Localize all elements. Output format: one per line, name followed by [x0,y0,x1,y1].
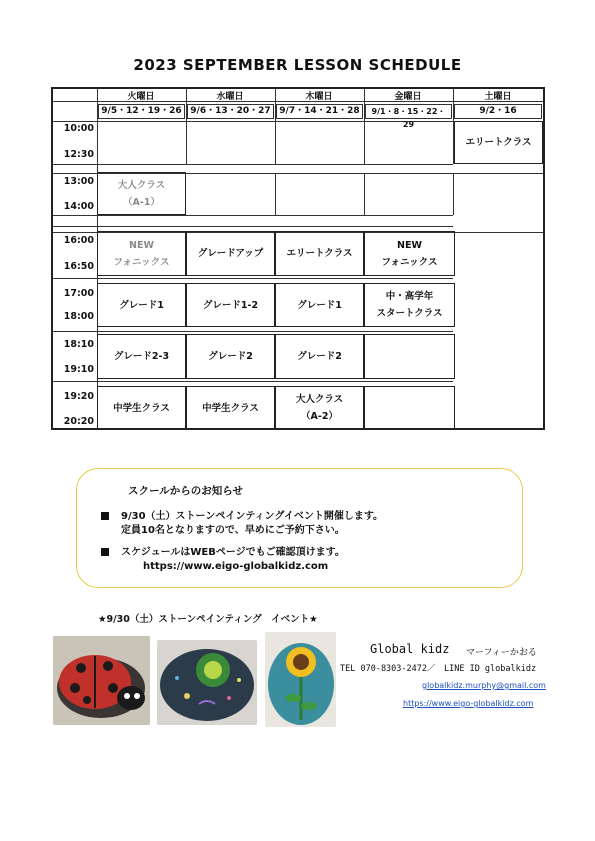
dates-wednesday: 9/6・13・20・27 [187,104,274,119]
class-grade2-thursday: グレード2 [275,334,364,379]
school-name: Global kidz [370,642,450,656]
day-tuesday: 火曜日 [127,92,155,102]
time-start: 19:20 [63,391,94,402]
time-start: 18:10 [63,339,94,350]
day-friday: 金曜日 [394,92,422,102]
website-link[interactable]: https://www.eigo-globalkidz.com [403,699,534,708]
notice-web-url[interactable]: https://www.eigo-globalkidz.com [143,561,329,572]
class-empty-friday [364,334,455,379]
time-end: 12:30 [63,149,94,160]
day-wednesday: 水曜日 [216,92,244,102]
class-adult-a2: 大人クラス （A-2） [275,386,364,430]
class-junior-tuesday: 中学生クラス [97,386,186,430]
day-thursday: 木曜日 [305,92,333,102]
time-start: 17:00 [63,288,94,299]
square-bullet-icon [101,548,109,556]
ladybug-stone-photo [53,636,150,725]
time-end: 14:00 [63,201,94,212]
sunflower-stone-photo [265,632,336,727]
class-elite-saturday: エリートクラス [454,121,543,164]
email-link[interactable]: globalkidz.murphy@gmail.com [422,681,546,690]
dates-thursday: 9/7・14・21・28 [276,104,363,119]
class-grade2-wednesday: グレード2 [186,334,275,379]
time-start: 13:00 [63,176,94,187]
green-flower-stone-photo [157,640,257,725]
time-start: 16:00 [63,235,94,246]
class-elite-thursday: エリートクラス [275,231,364,276]
class-phonics-friday: NEW フォニックス [364,231,455,276]
notice-item-event: 9/30（土）ストーンペインティングイベント開催します。 定員10名となりますので、早めにご予約下さい。 [101,510,383,538]
notice-item-web: スケジュールはWEBページでもご確認頂けます。 https://www.eigo-globalkidz.com [101,546,345,574]
time-start: 10:00 [63,123,94,134]
class-grade2-3: グレード2-3 [97,334,186,379]
page-title: 2023 SEPTEMBER LESSON SCHEDULE [133,56,462,74]
teacher-name: マーフィーかおる [466,648,537,658]
notice-title: スクールからのお知らせ [128,485,243,497]
dates-friday: 9/1・8・15・22・29 [365,104,452,119]
dates-tuesday: 9/5・12・19・26 [98,104,185,119]
time-end: 20:20 [63,416,94,427]
class-junior-wednesday: 中学生クラス [186,386,275,430]
dates-saturday: 9/2・16 [454,104,542,119]
event-title: ★9/30（土）ストーンペインティング イベント★ [98,614,318,625]
class-adult-a1: 大人クラス （A-1） [97,172,186,215]
class-empty-friday-late [364,386,455,430]
square-bullet-icon [101,512,109,520]
day-saturday: 土曜日 [484,92,512,102]
class-grade1-2: グレード1-2 [186,283,275,327]
time-end: 18:00 [63,311,94,322]
class-grade1-tuesday: グレード1 [97,283,186,327]
class-gradeup: グレードアップ [186,231,275,276]
class-phonics-tuesday: NEW フォニックス [97,231,186,276]
class-start-class: 中・高学年 スタートクラス [364,283,455,327]
time-end: 19:10 [63,364,94,375]
tel-line-info: TEL 070-8303-2472／ LINE ID globalkidz [340,664,537,674]
time-end: 16:50 [63,261,94,272]
class-grade1-thursday: グレード1 [275,283,364,327]
